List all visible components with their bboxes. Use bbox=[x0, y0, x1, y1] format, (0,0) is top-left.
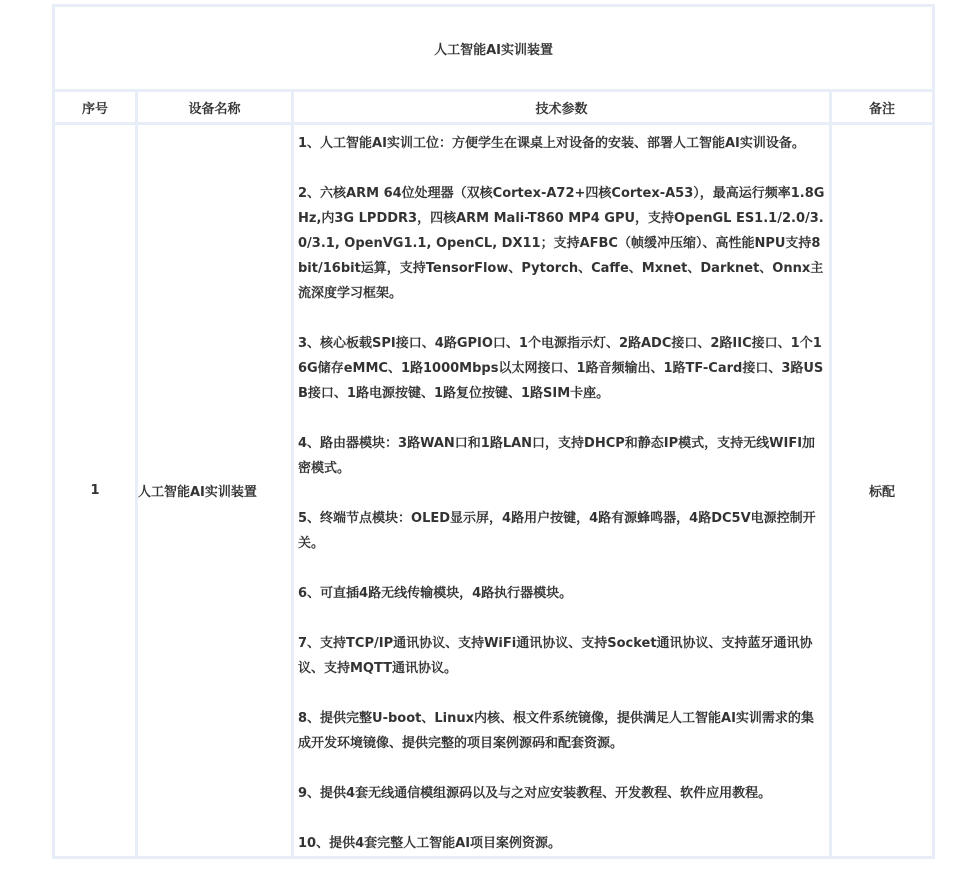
param-item: 5、终端节点模块：OLED显示屏，4路用户按键，4路有源蜂鸣器，4路DC5V电源控制开关。 bbox=[298, 511, 816, 551]
param-item: 8、提供完整U-boot、Linux内核、根文件系统镜像，提供满足人工智能AI实训需求的集成开发环境镜像、提供完整的项目案例源码和配套资源。 bbox=[298, 711, 814, 751]
header-device-name: 设备名称 bbox=[137, 91, 293, 124]
spec-table bbox=[52, 4, 935, 859]
title-row bbox=[54, 6, 934, 91]
row-device-name: 人工智能AI实训装置 bbox=[137, 124, 293, 858]
header-tech-params: 技术参数 bbox=[293, 91, 831, 124]
row-note: 标配 bbox=[831, 124, 934, 858]
param-item: 1、人工智能AI实训工位：方便学生在课桌上对设备的安装、部署人工智能AI实训设备。 bbox=[298, 136, 805, 151]
param-item: 10、提供4套完整人工智能AI项目案例资源。 bbox=[298, 836, 562, 851]
param-item: 6、可直插4路无线传输模块，4路执行器模块。 bbox=[298, 586, 573, 601]
row-tech-params bbox=[293, 124, 831, 858]
param-item: 9、提供4套无线通信模组源码以及与之对应安装教程、开发教程、软件应用教程。 bbox=[298, 786, 772, 801]
param-item: 3、核心板载SPI接口、4路GPIO口、1个电源指示灯、2路ADC接口、2路IIC接口、1个16G储存eMMC、1路1000Mbps以太网接口、1路音频输出、1路TF-Card接口、3路USB接口、1路电源按键、1路复位按键、1路SIM卡座。 bbox=[298, 336, 824, 401]
table-title: 人工智能AI实训装置 bbox=[54, 6, 934, 91]
header-index: 序号 bbox=[54, 91, 137, 124]
table-row bbox=[54, 124, 934, 858]
header-row bbox=[54, 91, 934, 124]
header-note: 备注 bbox=[831, 91, 934, 124]
param-item: 7、支持TCP/IP通讯协议、支持WiFi通讯协议、支持Socket通讯协议、支持蓝牙通讯协议、支持MQTT通讯协议。 bbox=[298, 636, 813, 676]
param-item: 2、六核ARM 64位处理器（双核Cortex-A72+四核Cortex-A53），最高运行频率1.8GHz,内3G LPDDR3，四核ARM Mali-T860 MP4 GPU，支持OpenGL ES1.1/2.0/3.0/3.1, OpenVG1.1, OpenCL, DX11；支持AFBC（帧缓冲压缩）、高性能NPU支持8bit/16bit运算，支持TensorFlow、Pytorch、Caffe、Mxnet、Darknet、Onnx主流深度学习框架。 bbox=[298, 186, 825, 301]
row-index: 1 bbox=[54, 124, 137, 858]
param-item: 4、路由器模块：3路WAN口和1路LAN口，支持DHCP和静态IP模式，支持无线WIFI加密模式。 bbox=[298, 436, 816, 476]
